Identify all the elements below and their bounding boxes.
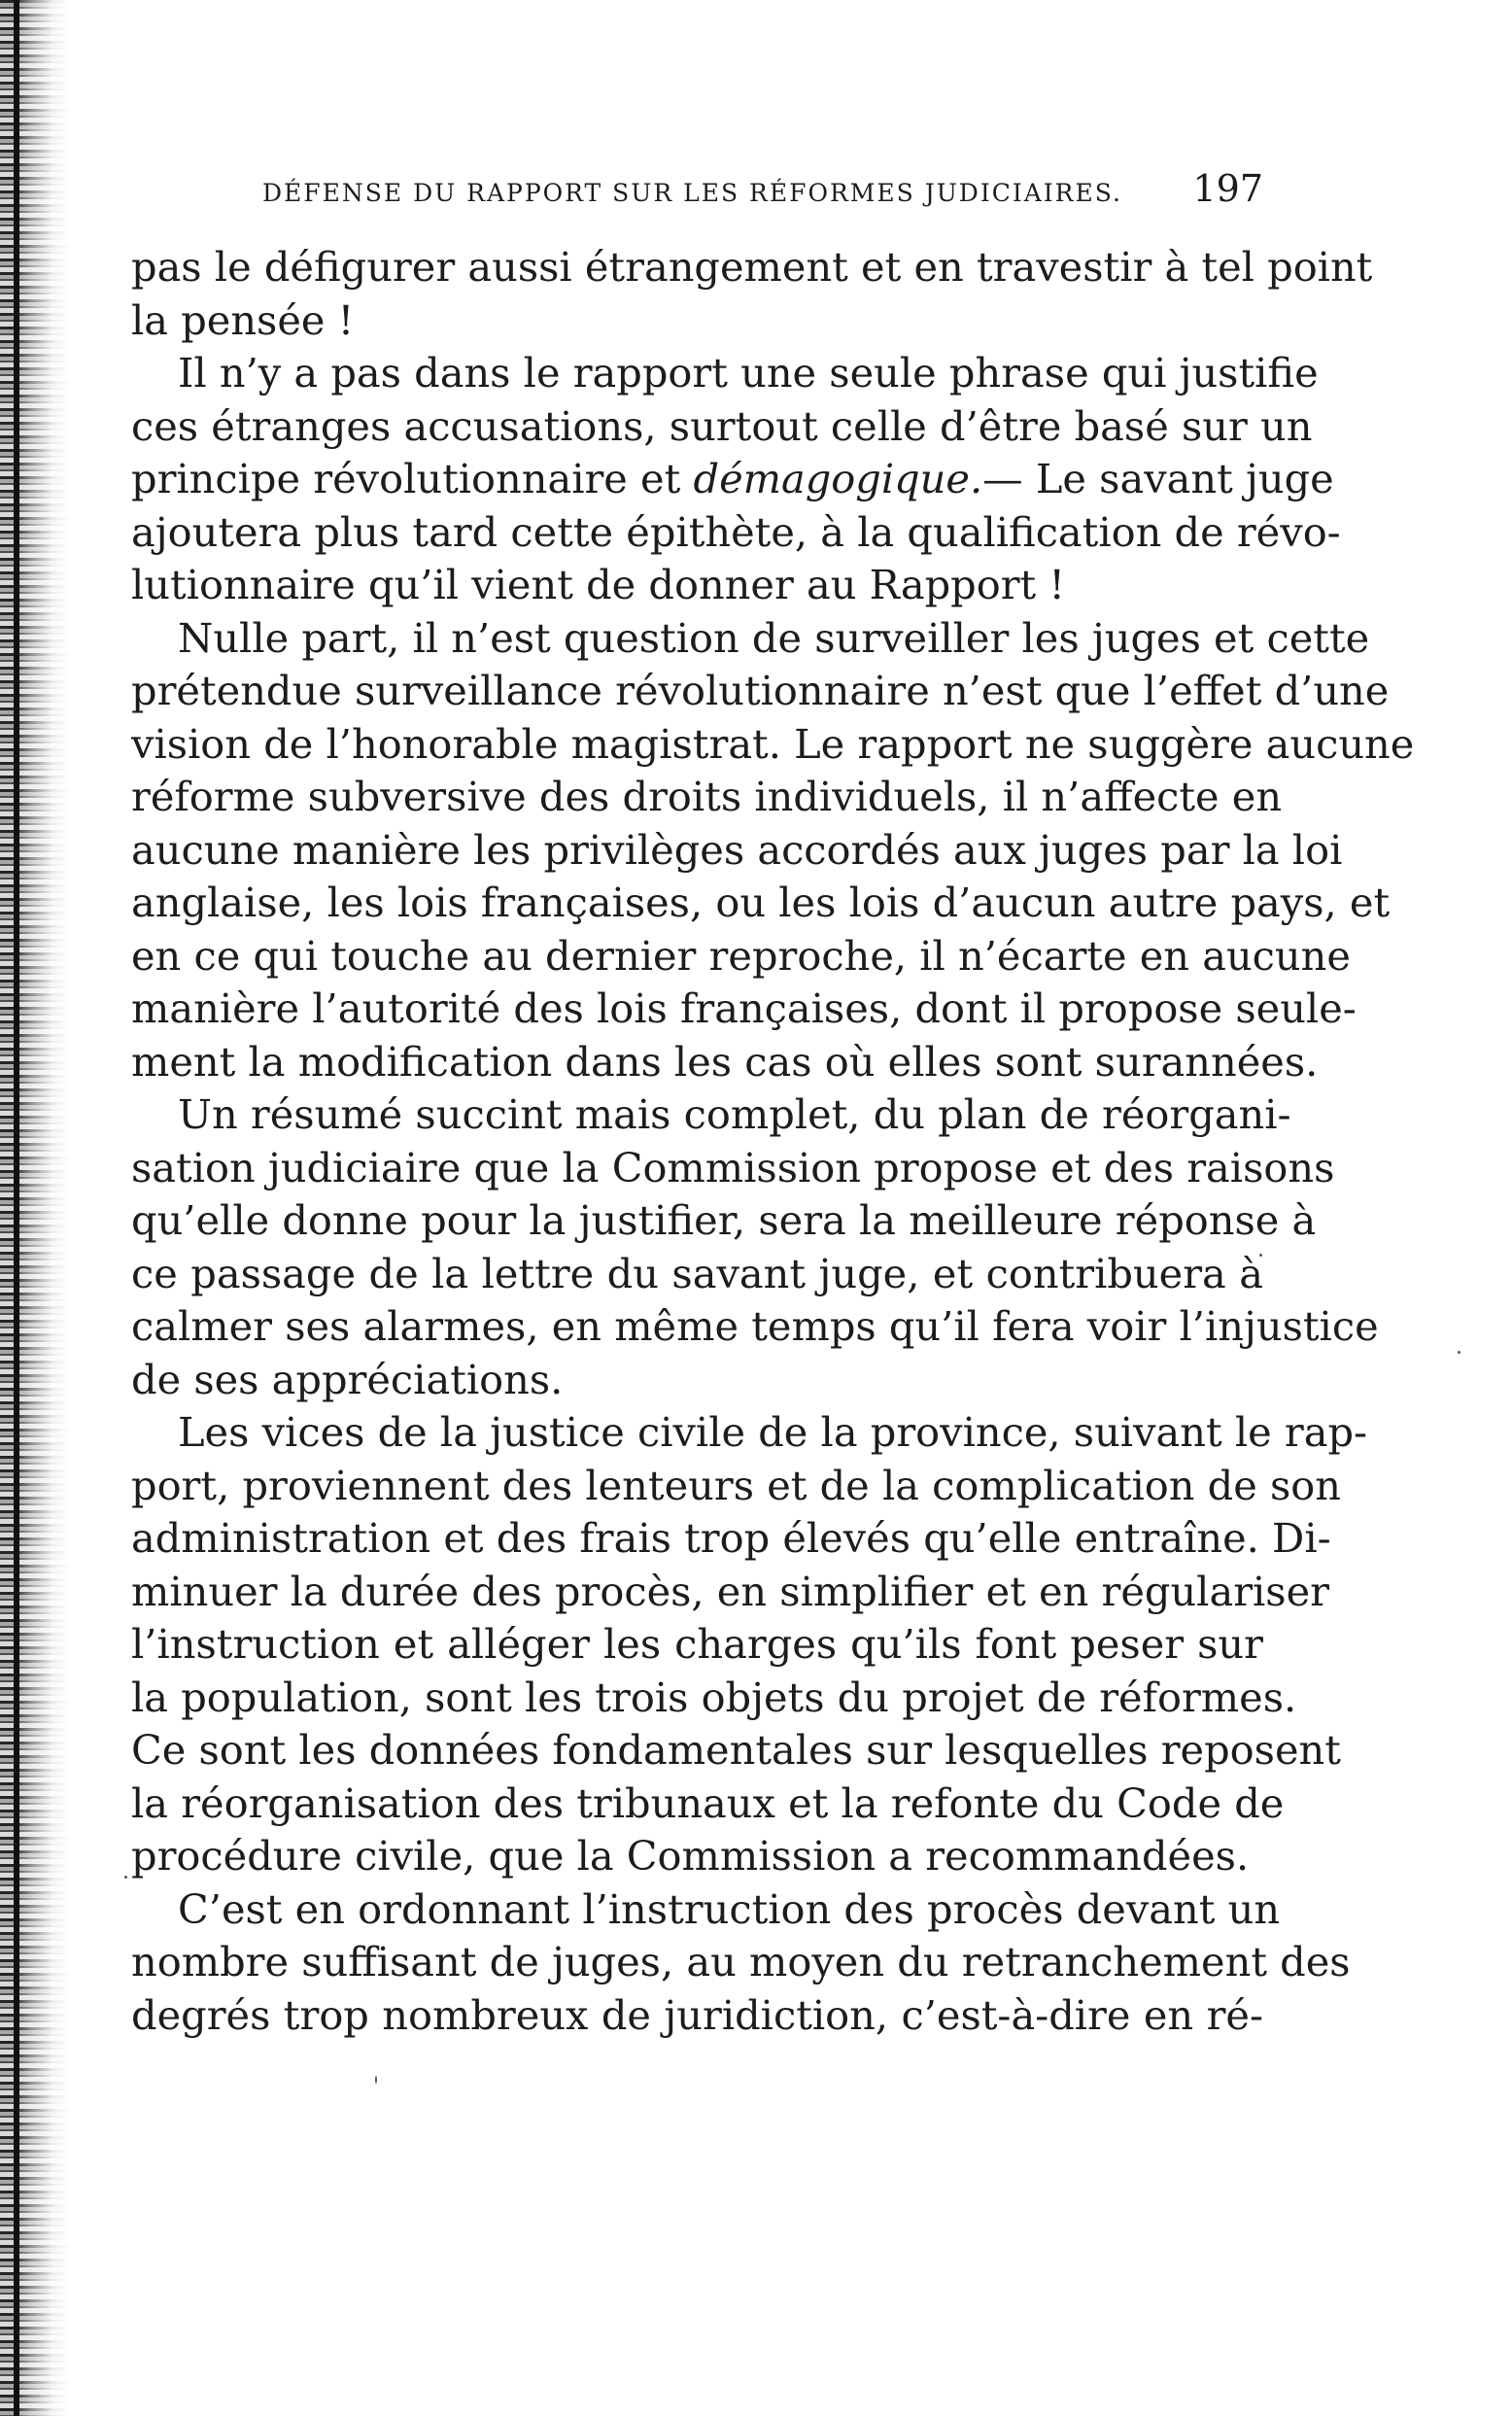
text-line: Il n’y a pas dans le rapport une seule phrase qui justifie <box>178 349 1319 397</box>
binding-edge-line <box>14 0 19 2416</box>
paper-speck <box>1458 1351 1460 1354</box>
text-line: prétendue surveillance révolutionnaire n’est que l’effet d’une <box>131 667 1390 714</box>
text-line: de ses appréciations. <box>131 1355 564 1403</box>
text-line: Les vices de la justice civile de la province, suivant le rap- <box>178 1408 1368 1456</box>
text-line: ce passage de la lettre du savant juge, et contribuera à <box>131 1249 1263 1297</box>
text-line: qu’elle donne pour la justifier, sera la meilleure réponse à <box>131 1196 1317 1244</box>
text-line: Ce sont les données fondamentales sur lesquelles reposent <box>131 1726 1341 1774</box>
running-head <box>262 165 1263 224</box>
text-line: Nulle part, il n’est question de surveiller les juges et cette <box>178 613 1370 662</box>
text-line: minuer la durée des procès, en simplifier et en régulariser <box>131 1567 1330 1615</box>
text-line: lutionnaire qu’il vient de donner au Rapport ! <box>131 561 1066 608</box>
text-line: degrés trop nombreux de juridiction, c’est-à-dire en ré- <box>131 1990 1263 2039</box>
page-number: 197 <box>1192 167 1263 210</box>
text-line: l’instruction et alléger les charges qu’ils font peser sur <box>131 1620 1263 1668</box>
text-line: ment la modification dans les cas où elles sont surannées. <box>131 1037 1319 1086</box>
text-line: Un résumé succint mais complet, du plan de réorgani- <box>178 1090 1291 1138</box>
text-run: principe révolutionnaire et <box>131 455 694 502</box>
italic-word: démagogique. <box>693 455 983 502</box>
text-line: la réorganisation des tribunaux et la refonte du Code de <box>131 1778 1285 1827</box>
text-line: en ce qui touche au dernier reproche, il n’écarte en aucune <box>131 931 1351 980</box>
text-run: — Le savant juge <box>982 455 1334 502</box>
text-line: pas le défigurer aussi étrangement et en travestir à tel point <box>131 243 1373 291</box>
binding-edge-shadow <box>0 0 70 2416</box>
text-line: la pensée ! <box>131 295 355 344</box>
text-line: C’est en ordonnant l’instruction des procès devant un <box>178 1884 1281 1933</box>
text-line: sation judiciaire que la Commission propose et des raisons <box>131 1143 1335 1191</box>
text-line: procédure civile, que la Commission a recommandées. <box>131 1832 1250 1880</box>
text-line: manière l’autorité des lois françaises, dont il propose seule- <box>131 984 1357 1032</box>
text-line: aucune manière les privilèges accordés aux juges par la loi <box>131 825 1343 874</box>
text-line: ajoutera plus tard cette épithète, à la qualification de révo- <box>131 507 1341 556</box>
text-line: réforme subversive des droits individuels, il n’affecte en <box>131 773 1283 820</box>
text-line: port, proviennent des lenteurs et de la complication de son <box>131 1461 1341 1509</box>
text-line: nombre suffisant de juges, au moyen du retranchement des <box>131 1938 1351 1985</box>
text-line: anglaise, les lois françaises, ou les lois d’aucun autre pays, et <box>131 879 1391 926</box>
text-line: administration et des frais trop élevés qu’elle entraîne. Di- <box>131 1514 1331 1562</box>
body-text <box>131 241 1415 2042</box>
paper-speck <box>375 2076 377 2084</box>
text-line: calmer ses alarmes, en même temps qu’il fera voir l’injustice <box>131 1302 1379 1350</box>
paper-speck <box>124 1876 127 1879</box>
text-line: la population, sont les trois objets du projet de réformes. <box>131 1673 1297 1721</box>
text-line-mixed <box>131 453 1334 506</box>
running-title: DÉFENSE DU RAPPORT SUR LES RÉFORMES JUDICIAIRES. <box>262 179 1122 207</box>
text-line: vision de l’honorable magistrat. Le rapport ne suggère aucune <box>131 719 1415 768</box>
text-line: ces étranges accusations, surtout celle d’être basé sur un <box>131 401 1313 450</box>
